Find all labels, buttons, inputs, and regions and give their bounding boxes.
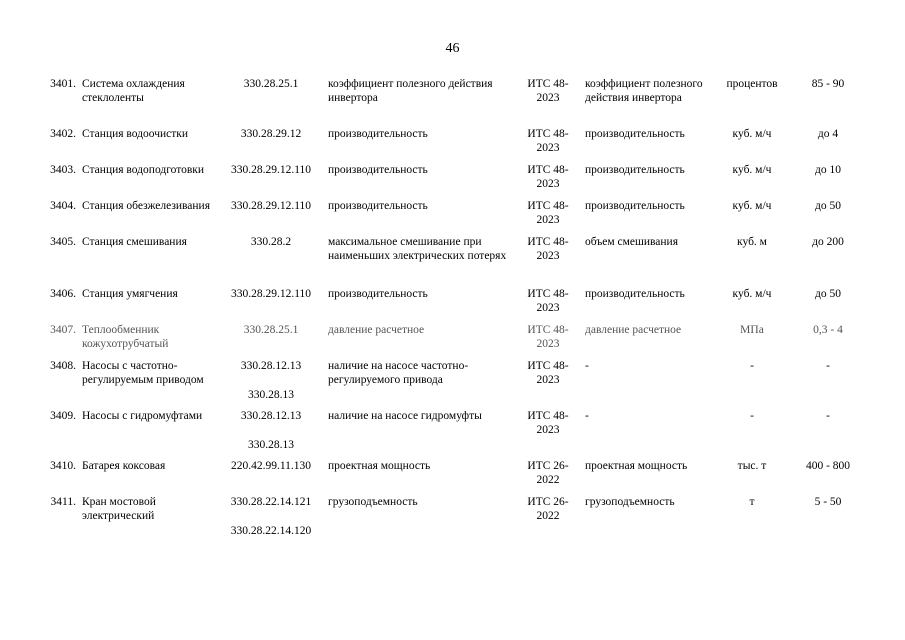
its-reference: ИТС 48-2023 <box>527 410 569 436</box>
indicator-value: - <box>826 410 830 422</box>
unit-of-measure: - <box>750 360 754 372</box>
its-reference: ИТС 48-2023 <box>527 78 569 104</box>
indicator-name: коэффициент полезного действия инвертора <box>585 78 703 104</box>
okpd-code-primary: 330.28.29.12 <box>240 128 302 140</box>
indicator-name: грузоподъемность <box>585 496 675 508</box>
okpd-code-primary: 330.28.29.12.110 <box>230 288 312 300</box>
indicator-name: производительность <box>585 288 685 300</box>
its-reference: ИТС 26-2022 <box>527 460 569 486</box>
parameter-name: производительность <box>328 128 428 140</box>
unit-of-measure: куб. м <box>737 236 767 248</box>
indicator-value: - <box>826 360 830 372</box>
row-number: 3409. <box>50 410 76 422</box>
okpd-code <box>222 323 320 337</box>
indicator-name: - <box>585 360 589 372</box>
row-number: 3404. <box>50 200 76 212</box>
row-number: 3401. <box>50 78 76 90</box>
indicator-name: производительность <box>585 200 685 212</box>
its-reference: ИТС 48-2023 <box>527 360 569 386</box>
indicator-name: производительность <box>585 164 685 176</box>
row-number: 3403. <box>50 164 76 176</box>
equipment-name: Насосы с гидромуфтами <box>82 410 203 422</box>
row-number: 3408. <box>50 360 76 372</box>
okpd-code <box>222 199 320 213</box>
indicator-name: давление расчетное <box>585 324 682 336</box>
equipment-name: Станция смешивания <box>82 236 187 248</box>
okpd-code-primary: 330.28.22.14.121 <box>230 496 312 508</box>
indicator-value: до 50 <box>815 288 841 300</box>
equipment-name: Кран мостовой электрический <box>82 496 156 522</box>
its-reference: ИТС 48-2023 <box>527 128 569 154</box>
row-number: 3402. <box>50 128 76 140</box>
its-reference: ИТС 48-2023 <box>527 288 569 314</box>
okpd-code <box>222 495 320 538</box>
okpd-code <box>222 459 320 473</box>
okpd-code-secondary: 330.28.22.14.120 <box>230 525 312 537</box>
parameter-name: наличие на насосе частотно-регулируемого привода <box>328 360 469 386</box>
unit-of-measure: куб. м/ч <box>732 288 772 300</box>
unit-of-measure: процентов <box>726 78 778 90</box>
okpd-code-primary: 330.28.29.12.110 <box>230 164 312 176</box>
okpd-code-primary: 330.28.2 <box>250 236 292 248</box>
its-reference: ИТС 48-2023 <box>527 236 569 262</box>
parameter-name: давление расчетное <box>328 324 425 336</box>
indicator-value: до 200 <box>812 236 844 248</box>
unit-of-measure: - <box>750 410 754 422</box>
okpd-code-primary: 330.28.12.13 <box>240 410 302 422</box>
parameter-name: коэффициент полезного действия инвертора <box>328 78 493 104</box>
indicator-value: 5 - 50 <box>814 496 842 508</box>
okpd-code-primary: 220.42.99.11.130 <box>230 460 312 472</box>
okpd-code-primary: 330.28.25.1 <box>243 324 299 336</box>
equipment-name: Станция умягчения <box>82 288 178 300</box>
parameter-name: максимальное смешивание при наименьших электрических потерях <box>328 236 507 262</box>
unit-of-measure: т <box>749 496 755 508</box>
unit-of-measure: куб. м/ч <box>732 164 772 176</box>
its-reference: ИТС 48-2023 <box>527 200 569 226</box>
its-reference: ИТС 26-2022 <box>527 496 569 522</box>
row-number: 3411. <box>50 496 76 508</box>
indicator-name: объем смешивания <box>585 236 678 248</box>
parameter-name: производительность <box>328 200 428 212</box>
okpd-code-primary: 330.28.29.12.110 <box>230 200 312 212</box>
okpd-code <box>222 287 320 301</box>
equipment-name: Станция водоподготовки <box>82 164 205 176</box>
okpd-code <box>222 359 320 402</box>
unit-of-measure: куб. м/ч <box>732 128 772 140</box>
indicator-name: - <box>585 410 589 422</box>
indicator-value: до 4 <box>817 128 839 140</box>
indicator-value: 400 - 800 <box>805 460 851 472</box>
indicator-value: до 10 <box>815 164 841 176</box>
equipment-name: Батарея коксовая <box>82 460 166 472</box>
equipment-name: Станция водоочистки <box>82 128 189 140</box>
okpd-code-secondary: 330.28.13 <box>248 389 294 401</box>
equipment-name: Насосы с частотно-регулируемым приводом <box>82 360 204 386</box>
okpd-code <box>222 77 320 91</box>
equipment-name: Система охлаждения стеклоленты <box>82 78 185 104</box>
its-reference: ИТС 48-2023 <box>527 164 569 190</box>
equipment-name: Станция обезжелезивания <box>82 200 211 212</box>
okpd-code <box>222 127 320 141</box>
row-number: 3407. <box>50 324 76 336</box>
indicator-value: до 50 <box>815 200 841 212</box>
okpd-code <box>222 163 320 177</box>
indicator-name: производительность <box>585 128 685 140</box>
parameter-name: производительность <box>328 288 428 300</box>
unit-of-measure: МПа <box>740 324 764 336</box>
indicator-value: 0,3 - 4 <box>813 324 843 336</box>
okpd-code-secondary: 330.28.13 <box>248 439 294 451</box>
indicator-name: проектная мощность <box>585 460 688 472</box>
parameter-name: грузоподъемность <box>328 496 418 508</box>
row-number: 3410. <box>50 460 76 472</box>
equipment-name: Теплообменник кожухотрубчатый <box>82 324 169 350</box>
unit-of-measure: куб. м/ч <box>732 200 772 212</box>
indicator-value: 85 - 90 <box>811 78 845 90</box>
parameter-name: наличие на насосе гидромуфты <box>328 410 482 422</box>
its-reference: ИТС 48-2023 <box>527 324 569 350</box>
parameter-name: производительность <box>328 164 428 176</box>
unit-of-measure: тыс. т <box>737 460 767 472</box>
page-number: 46 <box>445 41 460 56</box>
okpd-code-primary: 330.28.25.1 <box>243 78 299 90</box>
okpd-code-primary: 330.28.12.13 <box>240 360 302 372</box>
row-number: 3406. <box>50 288 76 300</box>
okpd-code <box>222 235 320 249</box>
parameter-name: проектная мощность <box>328 460 431 472</box>
row-number: 3405. <box>50 236 76 248</box>
okpd-code <box>222 409 320 452</box>
